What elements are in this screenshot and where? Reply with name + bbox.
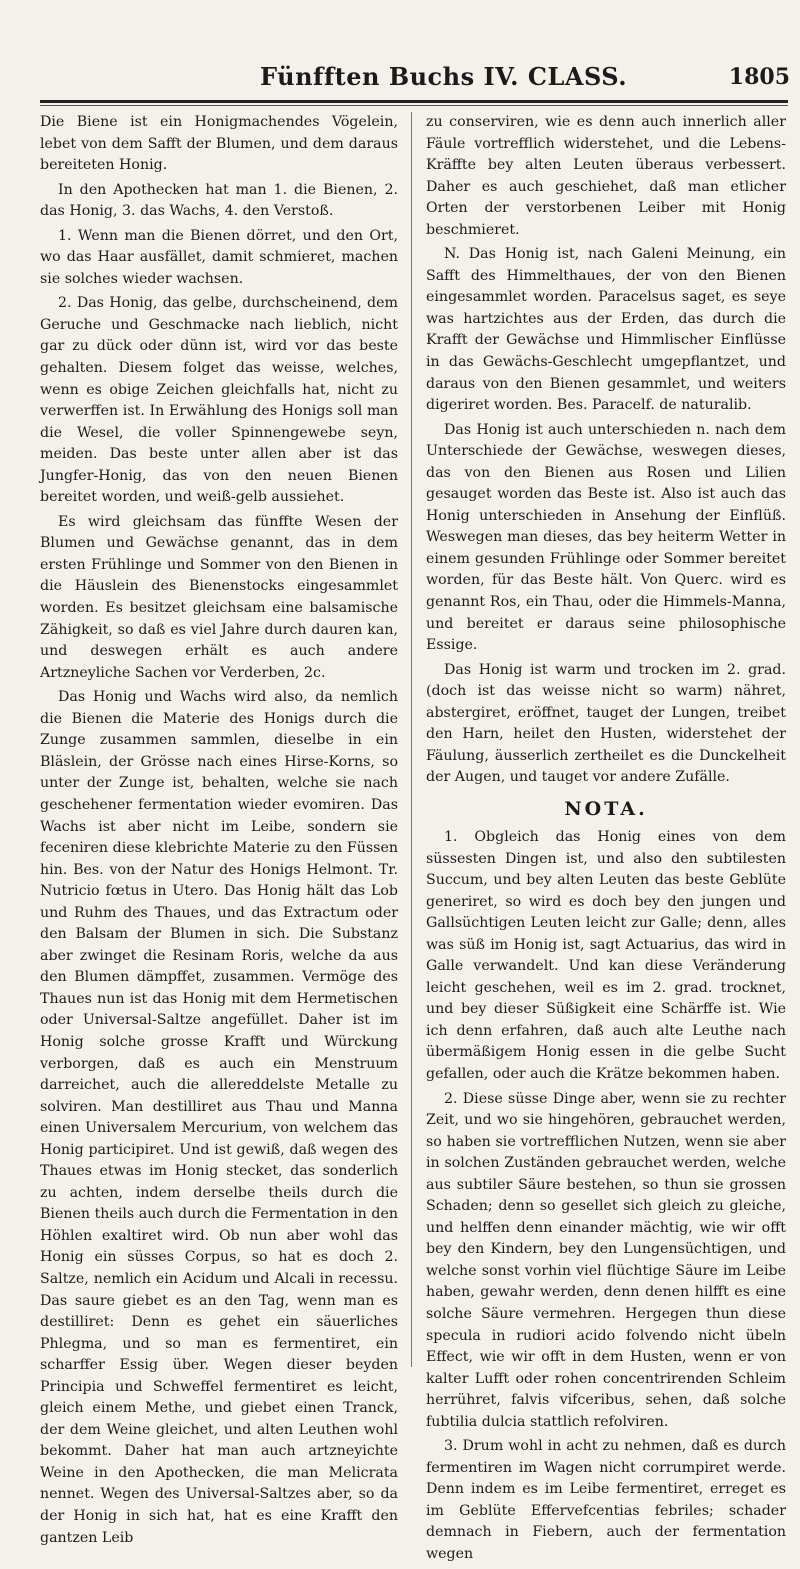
column-divider xyxy=(411,112,412,1367)
paragraph: Das Honig und Wachs wird also, da nemlich die Bienen die Materie des Honigs durch die Zunge zusammen sammlen, dieselbe in ein Bläslein, der Grösse nach eines Hirse-Korns, so unter der Zunge ist, behalten, welche sie nach geschehener fermentation wieder evomiren. Das Wachs ist aber nicht im Leibe, sondern sie feceniren diese klebrichte Materie zu den Füssen hin. Bes. von der Natur des Honigs Helmont. Tr. Nutricio fœtus in Utero. Das Honig hält das Lob und Ruhm des Thaues, und das Extractum oder den Balsam der Blumen in sich. Die Substanz aber zwinget die Resinam Roris, welche da aus den Blumen dämpffet, zusammen. Vermöge des Thaues nun ist das Honig mit dem Hermetischen oder Universal-Saltze angefüllet. Daher ist im Honig solche grosse Krafft und Würckung verborgen, daß es auch ein Menstruum darreichet, auch die allereddelste Metalle zu solviren. Man destilliret aus Thau und Manna einen Universalem Mercurium, von welchem das Honig participiret. Und ist gewiß, daß wegen des Thaues etwas im Honig stecket, das sonderlich zu achten, indem derselbe theils durch die Bienen theils auch durch die Fermentation in den Höhlen exaltiret wird. Ob nun aber wohl das Honig ein süsses Corpus, so hat es doch 2. Saltze, nemlich ein Acidum und Alcali in recessu. Das saure giebet es an den Tag, wenn man es destilliret: Denn es gehet ein säuerliches Phlegma, und so man es fermentiret, ein scharffer Essig über. Wegen dieser beyden Principia und Schweffel fermentiret es leicht, gleich einem Methe, und giebet einen Tranck, der dem Weine gleichet, und alten Leuthen wohl bekommt. Daher hat man auch artzneyichte Weine in den Apothecken, die man Melicrata nennet. Wegen des Universal-Saltzes aber, so da der Honig in sich hat, hat es eine Krafft den gantzen Leib xyxy=(40,689,398,1546)
paragraph: 1. Wenn man die Bienen dörret, und den Ort, wo das Haar ausfället, damit schmieret, machen sie solches wieder wachsen. xyxy=(40,227,398,287)
left-column xyxy=(40,112,398,1552)
page-number: 1805 xyxy=(728,64,790,90)
paragraph: Es wird gleichsam das fünffte Wesen der Blumen und Gewächse genannt, das in dem ersten Frühlinge und Sommer von den Bienen in die Häuslein des Bienenstocks eingesammlet worden. Es besitzet gleichsam eine balsamische Zähigkeit, so daß es viel Jahre durch dauren kan, und deswegen erhält es auch andere Artzneyliche Sachen vor Verderben, 2c. xyxy=(40,513,398,681)
paragraph: 3. Drum wohl in acht zu nehmen, daß es durch fermentiren im Wagen nicht corrumpiret werde. Denn indem es im Leibe fermentiret, erreget es im Geblüte Effervefcentias febriles; schader demnach in Fiebern, auch der fermentation wegen xyxy=(426,1438,786,1562)
nota-heading: NOTA. xyxy=(564,797,648,820)
paragraph: Das Honig ist auch unterschieden n. nach dem Unterschiede der Gewächse, weswegen dieses, das von den Bienen aus Rosen und Lilien gesauget worden das Beste ist. Also ist auch das Honig unterschieden in Ansehung der Einflüß. Weswegen man dieses, das bey heiterm Wetter in einem gesunden Frühlinge oder Sommer bereitet worden, für das Beste hält. Von Querc. wird es genannt Ros, ein Thau, oder die Himmels-Manna, und bereitet er daraus seine philosophische Essige. xyxy=(426,421,786,654)
running-title: Fünfften Buchs IV. CLASS. xyxy=(260,62,628,91)
paragraph: 2. Diese süsse Dinge aber, wenn sie zu rechter Zeit, und wo sie hingehören, gebrauchet werden, so haben sie vortrefflichen Nutzen, wenn sie aber in solchen Zuständen gebrauchet werden, welche aus subtiler Säure bestehen, so thun sie grossen Schaden; denn so gesellet sich gleich zu gleiche, und helffen denn einander mächtig, wie wir offt bey den Kindern, bey den Lungensüchtigen, und welche sonst vorhin viel flüchtige Säure im Leibe haben, gewahr werden, denn denen hilfft es eine solche Säure vermehren. Hergegen thun diese specula in rudiori acido folvendo nicht übeln Effect, wie wir offt in dem Husten, wenn er von kalter Lufft oder rohen concentrirenden Schleim herrühret, falvis vifceribus, sehen, daß solche fubtilia dulcia stattlich refolviren. xyxy=(426,1090,786,1430)
running-header xyxy=(250,62,790,96)
header-rule xyxy=(40,100,788,103)
paragraph: N. Das Honig ist, nach Galeni Meinung, ein Safft des Himmelthaues, der von den Bienen eingesammlet worden. Paracelsus saget, es seye was hartzichtes aus der Erden, das durch die Krafft der Gewächse und Himmlischer Einflüsse in das Gewächs-Geschlecht umgepflantzet, und daraus von den Bienen gesammlet, und weiters digeriret worden. Bes. Paracelf. de naturalib. xyxy=(426,246,786,414)
paragraph: 2. Das Honig, das gelbe, durchscheinend, dem Geruche und Geschmacke nach lieblich, nicht gar zu dück oder dünn ist, wird vor das beste gehalten. Diesem folget das weisse, welches, wenn es obige Zeichen gleichfalls hat, nicht zu verwerffen ist. In Erwählung des Honigs soll man die Wesel, die voller Spinnengewebe seyn, meiden. Das beste unter allen aber ist das Jungfer-Honig, das von den neuen Bienen bereitet worden, und weiß-gelb aussiehet. xyxy=(40,295,398,506)
right-column xyxy=(426,112,786,1569)
header-rule-thin xyxy=(40,105,788,106)
paragraph: 1. Obgleich das Honig eines von dem süssesten Dingen ist, und also den subtilesten Succum, und bey alten Leuten das beste Geblüte generiret, so wird es doch bey den jungen und Gallsüchtigen Leuten leicht zur Galle; denn, alles was süß im Honig ist, sagt Actuarius, das wird in Galle verwandelt. Und kan diese Veränderung leicht geschehen, weil es im 2. grad. trocknet, und bey dieser Süßigkeit eine Schärffe ist. Wie ich denn erfahren, daß auch alte Leuthe nach übermäßigem Honig essen in die gelbe Sucht gefallen, oder auch die Krätze bekommen haben. xyxy=(426,828,786,1082)
paragraph: Die Biene ist ein Honigmachendes Vögelein, lebet von dem Safft der Blumen, und dem daraus bereiteten Honig. xyxy=(40,114,398,174)
paragraph: zu conserviren, wie es denn auch innerlich aller Fäule vortrefflich widerstehet, und die Lebens-Kräffte bey alten Leuten überaus verbessert. Daher es auch geschiehet, daß man etlicher Orten der verstorbenen Leiber mit Honig beschmieret. xyxy=(426,114,786,238)
paragraph: Das Honig ist warm und trocken im 2. grad. (doch ist das weisse nicht so warm) nähret, abstergiret, eröffnet, tauget der Lungen, treibet den Harn, heilet den Husten, widerstehet der Fäulung, äusserlich zertheilet es die Dunckelheit der Augen, und tauget vor andere Zufälle. xyxy=(426,661,786,786)
paragraph: In den Apothecken hat man 1. die Bienen, 2. das Honig, 3. das Wachs, 4. den Verstoß. xyxy=(40,181,398,220)
